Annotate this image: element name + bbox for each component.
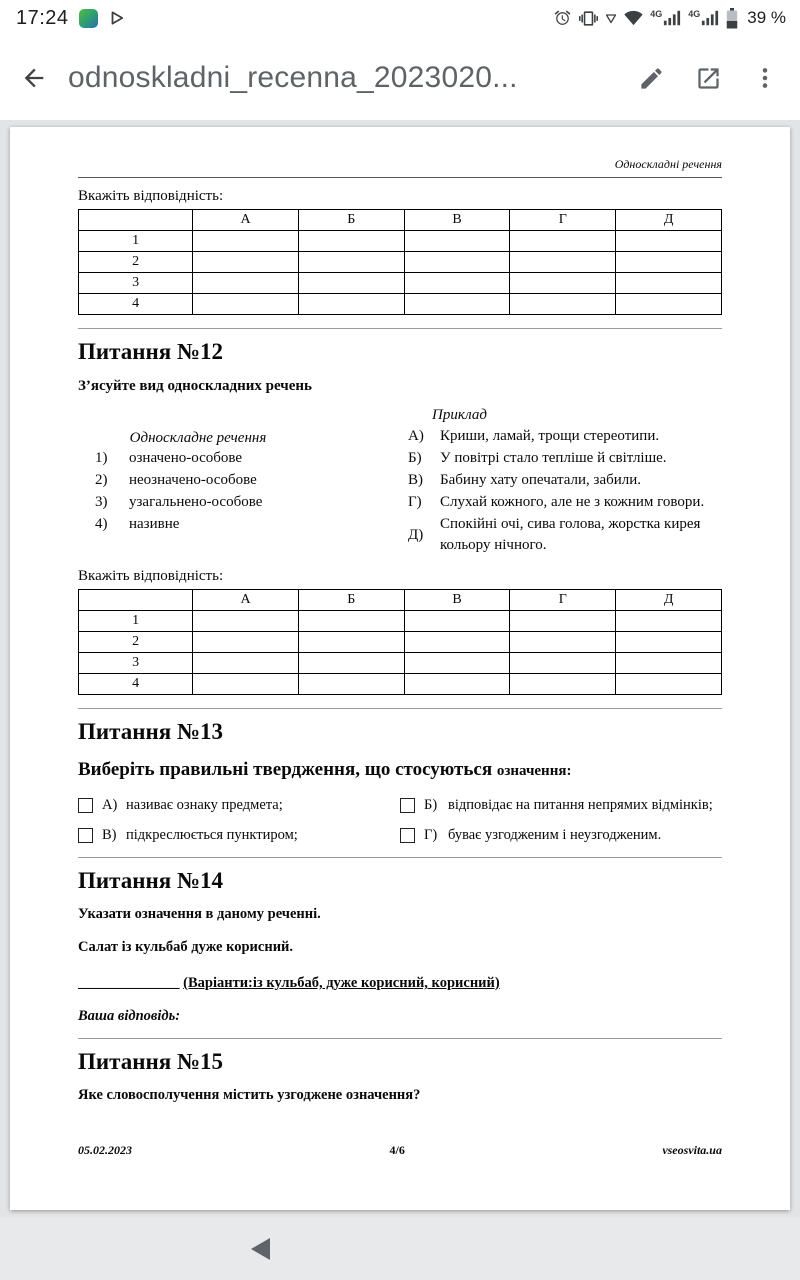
notification-app-icon [79,9,98,28]
answer-cell [298,231,404,252]
android-nav-bar [0,1218,800,1280]
col-header: Д [616,210,722,231]
q14-sentence: Салат із кульбаб дуже корисний. [78,939,294,955]
vibrate-icon [579,9,598,28]
section-divider [78,328,722,329]
section-divider [78,708,722,709]
footer-page-number: 4/6 [389,1143,405,1157]
answer-blank: ______________ [78,975,180,991]
answer-cell [298,674,404,695]
list-item: Б) У повітрі стало тепліше й світліше. [408,450,667,466]
answer-cell [298,653,404,674]
answer-cell [510,653,616,674]
checkbox-icon [78,798,93,813]
table-row [79,294,722,315]
answer-cell [404,611,510,632]
checkbox-icon [400,798,415,813]
col-header: Г [510,590,616,611]
answer-cell [193,252,299,273]
status-bar-left [16,7,126,30]
wifi-icon [624,10,643,26]
list-item: 2) неозначено-особове [95,472,257,488]
col-header: Б [298,210,404,231]
sim1-signal-icon [650,9,681,27]
answer-cell [616,273,722,294]
q12-task: З’ясуйте вид односкладних речень [78,378,312,394]
list-item: 4) називне [95,516,180,532]
row-header: 1 [79,611,193,632]
app-bar [0,36,800,120]
open-in-new-icon[interactable] [695,65,722,92]
sim2-network-label: 4G [688,9,701,19]
table-row [79,653,722,674]
answer-cell [616,294,722,315]
sim1-network-label: 4G [650,9,663,19]
list-item: 1) означено-особове [95,450,243,466]
table-header-row [79,210,722,231]
list-item: Д) Спокійні очі, сива голова, жорстка кирея кольору нічного. [408,516,701,553]
answer-cell [298,632,404,653]
col-header: Г [510,210,616,231]
checkbox-option-b: Б) відповідає на питання непрямих відмінків; [400,797,722,814]
answer-cell [510,252,616,273]
list-item: 3) узагальнено-особове [95,494,263,510]
q15-task: Яке словосполучення містить узгоджене означення? [78,1087,421,1103]
answer-cell [298,294,404,315]
answer-cell [616,252,722,273]
edit-pencil-icon[interactable] [638,65,665,92]
battery-icon [726,8,738,29]
q12-title: Питання №12 [78,339,224,364]
checkbox-option-v: В) підкреслюється пунктиром; [78,827,390,844]
table-row [79,252,722,273]
answer-cell [616,611,722,632]
checkbox-option-a: А) називає ознаку предмета; [78,797,390,814]
q14-title: Питання №14 [78,868,224,893]
row-header: 2 [79,632,193,653]
q12-left-header: Односкладне речення [129,430,267,446]
footer-date: 05.02.2023 [78,1143,132,1157]
answer-cell [616,674,722,695]
q12-columns [78,407,722,556]
answer-cell [404,653,510,674]
q12-right-column [400,407,722,556]
answer-variants: (Варіанти:із кульбаб, дуже корисний, корисний) [183,975,500,991]
app-bar-actions [638,65,778,92]
answer-cell [510,632,616,653]
match-prompt-1: Вкажіть відповідність: [78,188,224,204]
answer-cell [510,273,616,294]
q15-title: Питання №15 [78,1049,224,1074]
q12-left-column [78,407,400,556]
answer-cell [404,632,510,653]
row-header: 3 [79,653,193,674]
match-prompt-2: Вкажіть відповідність: [78,568,224,584]
list-item: В) Бабину хату опечатали, забили. [408,472,642,488]
answer-cell [298,611,404,632]
table-row [79,674,722,695]
checkbox-icon [400,828,415,843]
table-row [79,611,722,632]
triangle-indicator-icon [605,12,617,24]
answer-cell [404,273,510,294]
answer-cell [510,674,616,695]
q14-task: Указати означення в даному реченні. [78,906,321,922]
section-divider [78,857,722,858]
document-page [10,127,790,1210]
table-header-row [79,590,722,611]
document-title[interactable]: odnoskladni_recenna_2023020... [68,61,518,94]
col-header: Б [298,590,404,611]
answer-cell [193,273,299,294]
status-bar-right [553,8,786,29]
list-item: Г) Слухай кожного, але не з кожним говори. [408,494,705,510]
answer-cell [193,674,299,695]
answer-cell [510,294,616,315]
row-header: 1 [79,231,193,252]
q14-answer-label: Ваша відповідь: [78,1008,181,1024]
col-header: А [193,210,299,231]
q13-title: Питання №13 [78,719,224,744]
status-bar [0,0,800,36]
section-divider [78,1038,722,1039]
alarm-icon [553,9,572,28]
page-running-header [78,157,722,178]
table-row [79,231,722,252]
document-scroll-area[interactable] [0,120,800,1218]
answer-cell [404,252,510,273]
checkbox-option-g: Г) буває узгодженим і неузгодженим. [400,827,722,844]
answer-cell [298,252,404,273]
row-header: 4 [79,674,193,695]
footer-site: vseosvita.ua [662,1143,722,1157]
q12-right-header: Приклад [432,407,487,423]
row-header: 2 [79,252,193,273]
col-header: В [404,210,510,231]
answer-cell [193,611,299,632]
answer-cell [404,294,510,315]
list-item: А) Криши, ламай, трощи стереотипи. [408,428,660,444]
answer-table-1 [78,209,722,315]
page-footer [78,1143,722,1210]
answer-cell [298,273,404,294]
answer-cell [193,653,299,674]
answer-cell [616,653,722,674]
answer-table-2 [78,589,722,695]
q13-options [78,797,722,844]
running-header-text: Односкладні речення [614,157,722,171]
col-header: А [193,590,299,611]
nav-back-icon[interactable] [250,1237,270,1261]
table-row [79,632,722,653]
answer-cell [404,231,510,252]
corner-cell [79,590,193,611]
answer-cell [616,231,722,252]
answer-cell [404,674,510,695]
corner-cell [79,210,193,231]
row-header: 3 [79,273,193,294]
answer-cell [193,231,299,252]
col-header: В [404,590,510,611]
status-time: 17:24 [16,6,69,29]
col-header: Д [616,590,722,611]
battery-percent: 39 % [747,8,786,27]
q14-blank-line [78,975,722,992]
table-row [79,273,722,294]
answer-cell [510,231,616,252]
checkbox-icon [78,828,93,843]
row-header: 4 [79,294,193,315]
q13-task: Виберіть правильні твердження, що стосуються означення: [78,759,572,780]
answer-cell [193,294,299,315]
answer-cell [510,611,616,632]
answer-cell [193,632,299,653]
overflow-menu-icon[interactable] [752,65,778,91]
answer-cell [616,632,722,653]
back-arrow-icon[interactable] [20,64,48,92]
play-store-notification-icon [108,9,126,27]
sim2-signal-icon [688,9,719,27]
